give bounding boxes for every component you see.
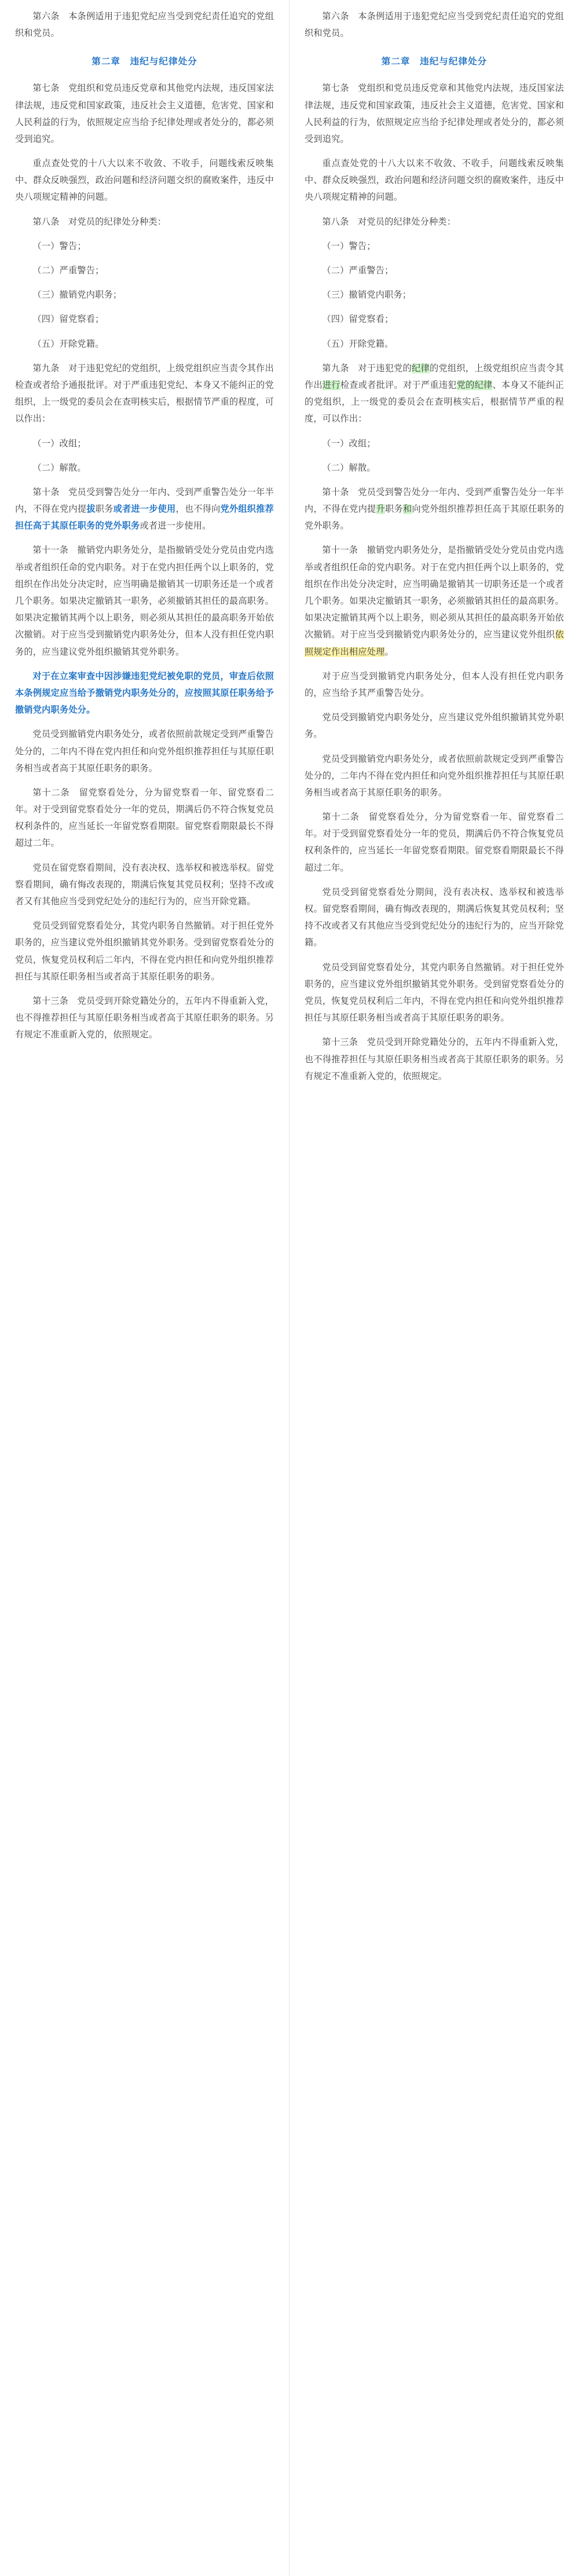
highlighted-text: 依照规定作出相应处理 <box>305 630 564 657</box>
highlighted-text: 拔 <box>86 504 96 515</box>
highlighted-text: 或者进一步使用 <box>113 504 176 515</box>
plain-text: 检查或者 <box>340 380 376 390</box>
document-column-right <box>290 0 579 2576</box>
document-paragraph: 第十二条 留党察看处分，分为留党察看一年、留党察看二年。对于受到留党察看处分一年的党员，期满后仍不符合恢复党员权利条件的，应当延长一年留党察看期限。留党察看期限最长不得超过二年。 <box>15 787 274 849</box>
document-paragraph: 第八条 对党员的纪律处分种类： <box>32 216 167 227</box>
plain-text: 职务 <box>385 504 403 515</box>
plain-text: 或者进一步使用。 <box>140 521 211 531</box>
highlighted-text: 党的 <box>456 380 475 390</box>
document-paragraph: 党员受到撤销党内职务处分，应当建议党外组织撤销其党外职务。 <box>305 713 564 740</box>
plain-text: 批评。对于严重违犯 <box>376 380 457 390</box>
highlighted-text: 进行 <box>322 380 340 390</box>
highlighted-text: 党外组织推荐担任高于其原任职务的党外职务 <box>15 504 274 531</box>
document-paragraph: 党员受到撤销党内职务处分，或者依照前款规定受到严重警告处分的，二年内不得在党内担任和向党外组织推荐担任与其原任职务相当或者高于其原任职务的职务。 <box>305 754 564 798</box>
highlighted-text: 纪律 <box>474 380 493 390</box>
document-paragraph <box>305 360 564 428</box>
document-paragraph: 第六条 本条例适用于违犯党纪应当受到党纪责任追究的党组织和党员。 <box>15 12 274 39</box>
document-paragraph: 第六条 本条例适用于违犯党纪应当受到党纪责任追究的党组织和党员。 <box>305 12 564 39</box>
document-paragraph: （一）警告； <box>322 241 376 251</box>
plain-text: 第九条 对于违犯党的 <box>322 363 412 373</box>
document-paragraph: （三）撤销党内职务； <box>322 290 412 300</box>
document-paragraph: （一）警告； <box>32 241 86 251</box>
document-paragraph: 第七条 党组织和党员违反党章和其他党内法规，违反国家法律法规，违反党和国家政策，违反社会主义道德，危害党、国家和人民利益的行为，依照规定应当给予纪律处理或者处分的，都必须受到追究。 <box>305 83 564 144</box>
highlighted-text: 和 <box>402 504 412 515</box>
document-paragraph: （五）开除党籍。 <box>32 339 104 349</box>
plain-text: 、本身又不能纠正的党组织，上一级党的委员会在查明核实后，根据情节严重的程度，可以作出： <box>305 380 564 424</box>
document-paragraph: 第十二条 留党察看处分，分为留党察看一年、留党察看二年。对于受到留党察看处分一年的党员，期满后仍不符合恢复党员权利条件的，应当延长一年留党察看期限。留党察看期限最长不得超过二年。 <box>305 812 564 873</box>
document-paragraph: 党员受到留党察看处分，其党内职务自然撤销。对于担任党外职务的，应当建议党外组织撤销其党外职务。受到留党察看处分的党员，恢复党员权利后二年内，不得在党内担任和向党外组织推荐担任与其原任职务相当或者高于其原任职务的职务。 <box>305 962 564 1023</box>
plain-text: ，也不得向 <box>175 504 221 515</box>
document-paragraph: 重点查处党的十八大以来不收敛、不收手，问题线索反映集中、群众反映强烈，政治问题和经济问题交织的腐败案件，违反中央八项规定精神的问题。 <box>15 159 274 203</box>
highlighted-text: 纪律 <box>412 363 430 373</box>
plain-text: 第十一条 撤销党内职务处分，是指撤销受处分党员由党内选举或者组织任命的党内职务。对于在党内担任两个以上职务的，党组织在作出处分决定时，应当明确是撤销其一切职务还是一个或者几个职务。如果决定撤销其一职务，必须撤销其担任的最高职务。如果决定撤销其两个以上职务，则必须从其担任的最高职务开始依次撤销。对于应当受到撤销党内职务处分，但本人没有担任党内职务的，应当建议党外组织撤销其党外职务。 <box>15 545 274 657</box>
document-paragraph: 对于应当受到撤销党内职务处分，但本人没有担任党内职务的，应当给予其严重警告处分。 <box>305 671 564 698</box>
document-paragraph: （二）严重警告； <box>32 266 104 276</box>
highlighted-text: 对于在立案审查中因涉嫌违犯党纪被免职的党员，审查后依照本条例规定应当给予撤销党内职务处分的，应按照其原任职务给予撤销党内职务处分。 <box>15 671 274 715</box>
plain-text: 第十一条 撤销党内职务处分，是指撤销受处分党员由党内选举或者组织任命的党内职务。对于在党内担任两个以上职务的，党组织在作出处分决定时，应当明确是撤销其一切职务还是一个或者几个职务。如果决定撤销其一职务，必须撤销其担任的最高职务。如果决定撤销其两个以上职务，则必须从其担任的最高职务开始依次撤销。对于应当受到撤销党内职务处分的，应当建议党外组织 <box>305 545 564 640</box>
document-paragraph <box>305 484 564 535</box>
document-paragraph: （三）撤销党内职务； <box>32 290 122 300</box>
plain-text: 向党外组织推荐担任高于其原任职务的党外职务。 <box>305 504 565 531</box>
chapter-heading: 第二章 违纪与纪律处分 <box>381 57 488 67</box>
document-paragraph <box>15 542 274 660</box>
document-paragraph: （一）改组； <box>32 438 86 449</box>
document-paragraph: （四）留党察看； <box>32 314 104 325</box>
highlighted-text: 升 <box>376 504 386 515</box>
document-paragraph: 党员在留党察看期间，没有表决权、选举权和被选举权。留党察看期间，确有悔改表现的，期满后恢复其党员权利；坚持不改或者又有其他应当受到党纪处分的违纪行为的，应当开除党籍。 <box>15 863 274 907</box>
document-paragraph: （一）改组； <box>322 438 376 449</box>
document-paragraph: 第十三条 党员受到开除党籍处分的，五年内不得重新入党，也不得推荐担任与其原任职务相当或者高于其原任职务的职务。另有规定不准重新入党的，依照规定。 <box>305 1037 564 1081</box>
plain-text: 第十条 党员受到警告处分一年内、受到严重警告处分一年半内，不得在党内提 <box>15 487 274 515</box>
document-paragraph <box>15 484 274 535</box>
chapter-heading: 第二章 违纪与纪律处分 <box>91 57 197 67</box>
document-paragraph: 第七条 党组织和党员违反党章和其他党内法规，违反国家法律法规，违反党和国家政策，违反社会主义道德，危害党、国家和人民利益的行为，依照规定应当给予纪律处理或者处分的，都必须受到追究。 <box>15 83 274 144</box>
document-paragraph: 重点查处党的十八大以来不收敛、不收手，问题线索反映集中、群众反映强烈，政治问题和经济问题交织的腐败案件，违反中央八项规定精神的问题。 <box>305 159 564 203</box>
plain-text: 的党组织，上级党组织应当责令其作出 <box>305 363 565 390</box>
document-paragraph: （五）开除党籍。 <box>322 339 394 349</box>
document-paragraph: （二）解散。 <box>32 463 86 473</box>
document-paragraph <box>15 360 274 428</box>
document-paragraph: 第八条 对党员的纪律处分种类： <box>322 216 456 227</box>
document-paragraph: 党员受到撤销党内职务处分，或者依照前款规定受到严重警告处分的，二年内不得在党内担任和向党外组织推荐担任与其原任职务相当或者高于其原任职务的职务。 <box>15 729 274 773</box>
document-paragraph: 第十三条 党员受到开除党籍处分的，五年内不得重新入党，也不得推荐担任与其原任职务相当或者高于其原任职务的职务。另有规定不准重新入党的，依照规定。 <box>15 996 274 1040</box>
plain-text: 第九条 对于违犯党纪的党组织，上级党组织应当责令其作出检查或者给予通报批评。对于严重违犯党纪、本身又不能纠正的党组织，上一级党的委员会在查明核实后，根据情节严重的程度，可以作出： <box>15 363 274 424</box>
plain-text: 第十条 党员受到警告处分一年内、受到严重警告处分一年半内，不得在党内提 <box>305 487 564 515</box>
document-paragraph: （二）严重警告； <box>322 266 394 276</box>
document-paragraph: （四）留党察看； <box>322 314 394 325</box>
document-paragraph: 党员受到留党察看处分期间，没有表决权、选举权和被选举权。留党察看期间，确有悔改表现的，期满后恢复其党员权利；坚持不改或者又有其他应当受到党纪处分的违纪行为的，应当开除党籍。 <box>305 887 564 948</box>
plain-text: 职务 <box>95 504 113 515</box>
document-paragraph <box>15 668 274 719</box>
plain-text: 。 <box>384 647 394 657</box>
document-paragraph: （二）解散。 <box>322 463 376 473</box>
document-paragraph <box>305 542 564 660</box>
document-paragraph: 党员受到留党察看处分，其党内职务自然撤销。对于担任党外职务的，应当建议党外组织撤销其党外职务。受到留党察看处分的党员，恢复党员权利后二年内，不得在党内担任和向党外组织推荐担任与其原任职务相当或者高于其原任职务的职务。 <box>15 921 274 982</box>
